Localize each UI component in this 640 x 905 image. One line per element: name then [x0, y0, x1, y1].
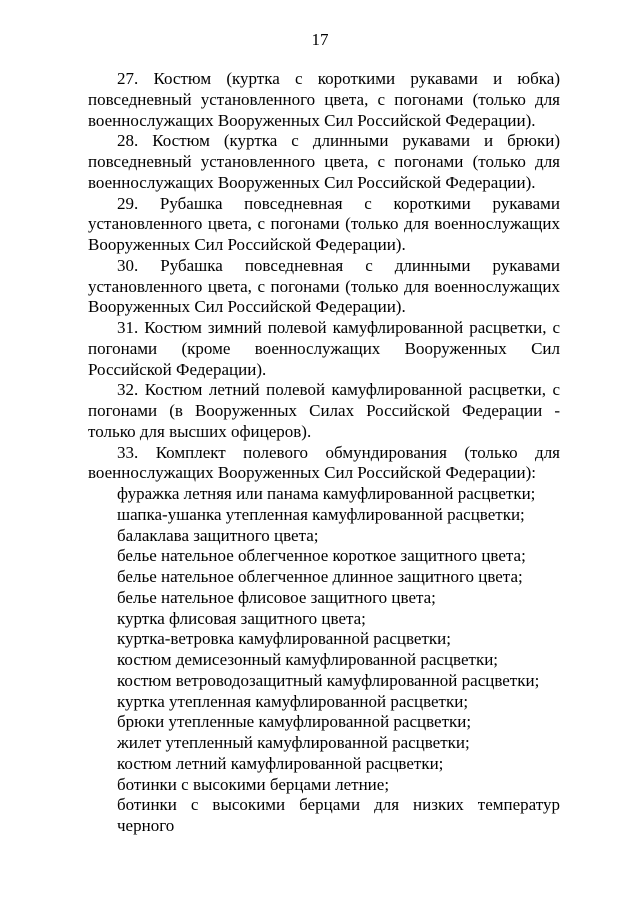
- list-item: жилет утепленный камуфлированной расцветки;: [117, 733, 470, 752]
- list-item: куртка утепленная камуфлированной расцветки;: [117, 691, 469, 711]
- paragraph-29: 29. Рубашка повседневная с короткими рукавами установленного цвета, с погонами (только для военнослужащих Вооруженных Сил Российской Федерации).: [88, 193, 560, 254]
- document-body: [88, 69, 560, 837]
- list-item: костюм летний камуфлированной расцветки;: [117, 753, 444, 773]
- list-item: куртка-ветровка камуфлированной расцветки;: [117, 629, 451, 649]
- list-item: белье нательное флисовое защитного цвета;: [117, 587, 436, 607]
- paragraph-28: 28. Костюм (куртка с длинными рукавами и брюки) повседневный установленного цвета, с погонами (только для военнослужащих Вооруженных Сил Российской Федерации).: [88, 131, 560, 192]
- list-item: ботинки с высокими берцами летние;: [117, 774, 390, 794]
- paragraph-33: 33. Комплект полевого обмундирования (только для военнослужащих Вооруженных Сил Российской Федерации):: [88, 442, 560, 483]
- paragraph-27: 27. Костюм (куртка с короткими рукавами и юбка) повседневный установленного цвета, с погонами (только для военнослужащих Вооруженных Сил Российской Федерации).: [88, 69, 560, 130]
- page-number: 17: [311, 30, 329, 49]
- paragraph-30: 30. Рубашка повседневная с длинными рукавами установленного цвета, с погонами (только для военнослужащих Вооруженных Сил Российской Федерации).: [88, 255, 560, 317]
- list-item: балаклава защитного цвета;: [117, 525, 319, 545]
- list-item: костюм ветроводозащитный камуфлированной расцветки;: [117, 670, 540, 690]
- list-item: костюм демисезонный камуфлированной расцветки;: [117, 650, 499, 669]
- list-item: фуражка летняя или панама камуфлированной расцветки;: [117, 484, 536, 503]
- list-item: брюки утепленные камуфлированной расцветки;: [117, 712, 472, 732]
- paragraph-32: 32. Костюм летний полевой камуфлированной расцветки, с погонами (в Вооруженных Силах Российской Федерации - только для высших офицеров).: [88, 380, 560, 441]
- list-item: белье нательное облегченное короткое защитного цвета;: [117, 546, 526, 566]
- list-item: ботинки с высокими берцами для низких температур черного: [117, 795, 560, 835]
- uniform-item-list: [88, 484, 560, 837]
- list-item: куртка флисовая защитного цвета;: [117, 608, 366, 628]
- list-item: шапка-ушанка утепленная камуфлированной расцветки;: [117, 504, 525, 524]
- paragraph-31: 31. Костюм зимний полевой камуфлированной расцветки, с погонами (кроме военнослужащих Вооруженных Сил Российской Федерации).: [88, 318, 560, 379]
- list-item: белье нательное облегченное длинное защитного цвета;: [117, 567, 523, 586]
